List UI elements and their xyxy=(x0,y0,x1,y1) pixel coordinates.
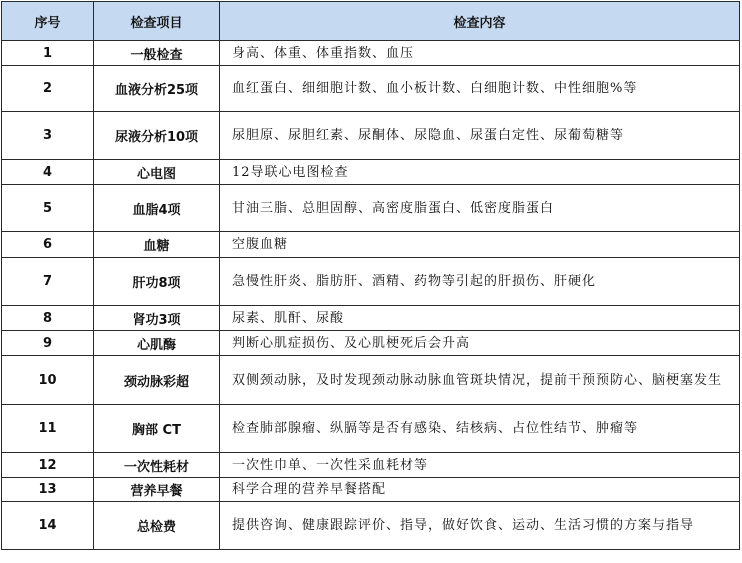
row-number: 5 xyxy=(2,185,94,232)
table-row xyxy=(2,112,740,160)
row-item: 总检费 xyxy=(94,502,220,550)
table-row xyxy=(2,185,740,232)
row-content: 空腹血糖 xyxy=(220,232,740,258)
table-row xyxy=(2,258,740,306)
row-number: 14 xyxy=(2,502,94,550)
row-content: 甘油三脂、总胆固醇、高密度脂蛋白、低密度脂蛋白 xyxy=(220,185,740,232)
row-item: 心电图 xyxy=(94,160,220,185)
table-row xyxy=(2,478,740,502)
table-row xyxy=(2,66,740,112)
table-row xyxy=(2,405,740,453)
row-number: 1 xyxy=(2,41,94,66)
row-content: 一次性巾单、一次性采血耗材等 xyxy=(220,453,740,478)
row-content: 双侧颈动脉，及时发现颈动脉动脉血管斑块情况，提前干预预防心、脑梗塞发生 xyxy=(220,356,740,405)
row-item: 血液分析25项 xyxy=(94,66,220,112)
row-number: 10 xyxy=(2,356,94,405)
row-number: 11 xyxy=(2,405,94,453)
row-content: 提供咨询、健康跟踪评价、指导，做好饮食、运动、生活习惯的方案与指导 xyxy=(220,502,740,550)
table-row xyxy=(2,41,740,66)
exam-items-table xyxy=(1,1,740,550)
row-item: 尿液分析10项 xyxy=(94,112,220,160)
table-row xyxy=(2,160,740,185)
row-number: 7 xyxy=(2,258,94,306)
table-header-row xyxy=(2,2,740,41)
row-content: 尿胆原、尿胆红素、尿酮体、尿隐血、尿蛋白定性、尿葡萄糖等 xyxy=(220,112,740,160)
table-row xyxy=(2,356,740,405)
row-content: 身高、体重、体重指数、血压 xyxy=(220,41,740,66)
row-item: 肾功3项 xyxy=(94,306,220,331)
header-number: 序号 xyxy=(2,2,94,41)
row-item: 血脂4项 xyxy=(94,185,220,232)
header-item: 检查项目 xyxy=(94,2,220,41)
row-content: 科学合理的营养早餐搭配 xyxy=(220,478,740,502)
row-item: 胸部 CT xyxy=(94,405,220,453)
row-number: 9 xyxy=(2,331,94,356)
row-item: 一次性耗材 xyxy=(94,453,220,478)
table-row xyxy=(2,331,740,356)
row-content: 12导联心电图检查 xyxy=(220,160,740,185)
row-number: 6 xyxy=(2,232,94,258)
row-item: 颈动脉彩超 xyxy=(94,356,220,405)
row-number: 8 xyxy=(2,306,94,331)
table-row xyxy=(2,306,740,331)
table-row xyxy=(2,453,740,478)
row-content: 判断心肌症损伤、及心肌梗死后会升高 xyxy=(220,331,740,356)
header-content: 检查内容 xyxy=(220,2,740,41)
table-row xyxy=(2,502,740,550)
row-number: 2 xyxy=(2,66,94,112)
row-content: 检查肺部腺瘤、纵膈等是否有感染、结核病、占位性结节、肿瘤等 xyxy=(220,405,740,453)
row-item: 肝功8项 xyxy=(94,258,220,306)
row-item: 一般检查 xyxy=(94,41,220,66)
row-item: 营养早餐 xyxy=(94,478,220,502)
row-number: 12 xyxy=(2,453,94,478)
table-row xyxy=(2,232,740,258)
row-content: 血红蛋白、细细胞计数、血小板计数、白细胞计数、中性细胞%等 xyxy=(220,66,740,112)
row-item: 血糖 xyxy=(94,232,220,258)
row-content: 急慢性肝炎、脂肪肝、酒精、药物等引起的肝损伤、肝硬化 xyxy=(220,258,740,306)
row-number: 3 xyxy=(2,112,94,160)
row-number: 4 xyxy=(2,160,94,185)
row-content: 尿素、肌酐、尿酸 xyxy=(220,306,740,331)
row-item: 心肌酶 xyxy=(94,331,220,356)
row-number: 13 xyxy=(2,478,94,502)
